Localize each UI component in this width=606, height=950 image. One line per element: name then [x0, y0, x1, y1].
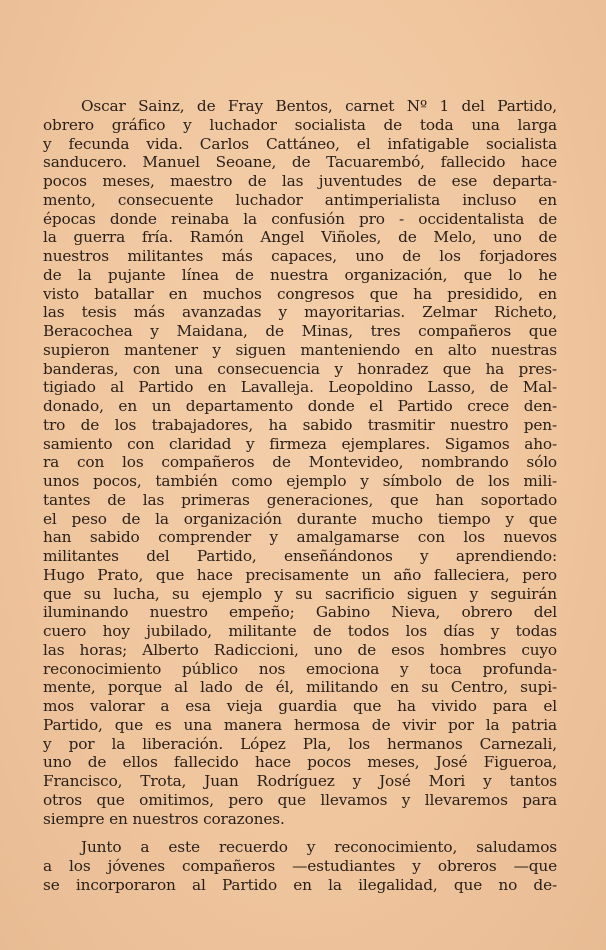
text-line: han sabido comprender y amalgamarse con los nuevos	[43, 528, 557, 547]
text-line: siempre en nuestros corazones.	[43, 809, 285, 828]
text-line: Oscar Sainz, de Fray Bentos, carnet Nº 1 del Partido,	[81, 97, 557, 115]
text-line: cuero hoy jubilado, militante de todos los días y todas	[43, 622, 557, 640]
text-line: Francisco, Trota, Juan Rodríguez y José Mori y tantos	[43, 772, 557, 790]
text-line: y por la liberación. López Pla, los hermanos Carnezali,	[43, 734, 557, 753]
text-line: tantes de las primeras generaciones, que han soportado	[43, 490, 557, 509]
text-line: reconocimiento público nos emociona y toca profunda-	[43, 659, 557, 678]
text-line: uno de ellos fallecido hace pocos meses, José Figueroa,	[43, 753, 557, 772]
text-line: Beracochea y Maidana, de Minas, tres compañeros que	[43, 322, 557, 340]
text-line: sanducero. Manuel Seoane, de Tacuarembó, fallecido hace	[43, 153, 557, 172]
text-line: las horas; Alberto Radiccioni, uno de esos hombres cuyo	[43, 640, 557, 659]
text-line: donado, en un departamento donde el Partido crece den-	[43, 397, 557, 415]
paragraph-1	[43, 97, 557, 828]
text-line: banderas, con una consecuencia y honradez que ha pres-	[43, 359, 557, 378]
text-line: las tesis más avanzadas y mayoritarias. Zelmar Richeto,	[43, 303, 557, 322]
text-line: otros que omitimos, pero que llevamos y llevaremos para	[43, 790, 557, 809]
text-line: mos valorar a esa vieja guardia que ha vivido para el	[43, 697, 557, 715]
text-line: tro de los trabajadores, ha sabido trasmitir nuestro pen-	[43, 415, 557, 434]
text-line: se incorporaron al Partido en la ilegalidad, que no de-	[43, 875, 557, 894]
text-line: obrero gráfico y luchador socialista de toda una larga	[43, 115, 557, 134]
text-line: tigiado al Partido en Lavalleja. Leopoldino Lasso, de Mal-	[43, 378, 557, 397]
text-line: mento, consecuente luchador antimperialista incluso en	[43, 190, 557, 209]
text-line: de la pujante línea de nuestra organización, que lo he	[43, 265, 557, 284]
text-line: unos pocos, también como ejemplo y símbolo de los mili-	[43, 472, 557, 490]
text-line: samiento con claridad y firmeza ejemplares. Sigamos aho-	[43, 434, 557, 453]
text-line: mente, porque al lado de él, militando en su Centro, supi-	[43, 678, 557, 697]
text-line: Junto a este recuerdo y reconocimiento, saludamos	[81, 838, 557, 857]
text-line: el peso de la organización durante mucho tiempo y que	[43, 509, 557, 528]
text-line: supieron mantener y siguen manteniendo en alto nuestras	[43, 340, 557, 359]
text-line: militantes del Partido, enseñándonos y aprendiendo:	[43, 547, 557, 565]
text-line: a los jóvenes compañeros —estudiantes y obreros —que	[43, 857, 557, 875]
text-line: que su lucha, su ejemplo y su sacrificio siguen y seguirán	[43, 584, 557, 603]
text-line: épocas donde reinaba la confusión pro - occidentalista de	[43, 209, 557, 228]
text-line: pocos meses, maestro de las juventudes de ese departa-	[43, 172, 557, 190]
text-line: iluminando nuestro empeño; Gabino Nieva, obrero del	[43, 603, 557, 622]
text-line: Partido, que es una manera hermosa de vivir por la patria	[43, 715, 557, 734]
text-line: Hugo Prato, que hace precisamente un año falleciera, pero	[43, 565, 557, 584]
text-line: la guerra fría. Ramón Angel Viñoles, de Melo, uno de	[43, 228, 557, 247]
paragraph-2	[43, 838, 557, 894]
body-text	[43, 97, 557, 895]
text-line: ra con los compañeros de Montevideo, nombrando sólo	[43, 453, 557, 472]
text-line: nuestros militantes más capaces, uno de los forjadores	[43, 247, 557, 265]
text-line: visto batallar en muchos congresos que ha presidido, en	[43, 284, 557, 303]
paragraph-spacer	[43, 828, 557, 838]
text-line: y fecunda vida. Carlos Cattáneo, el infatigable socialista	[43, 134, 557, 153]
